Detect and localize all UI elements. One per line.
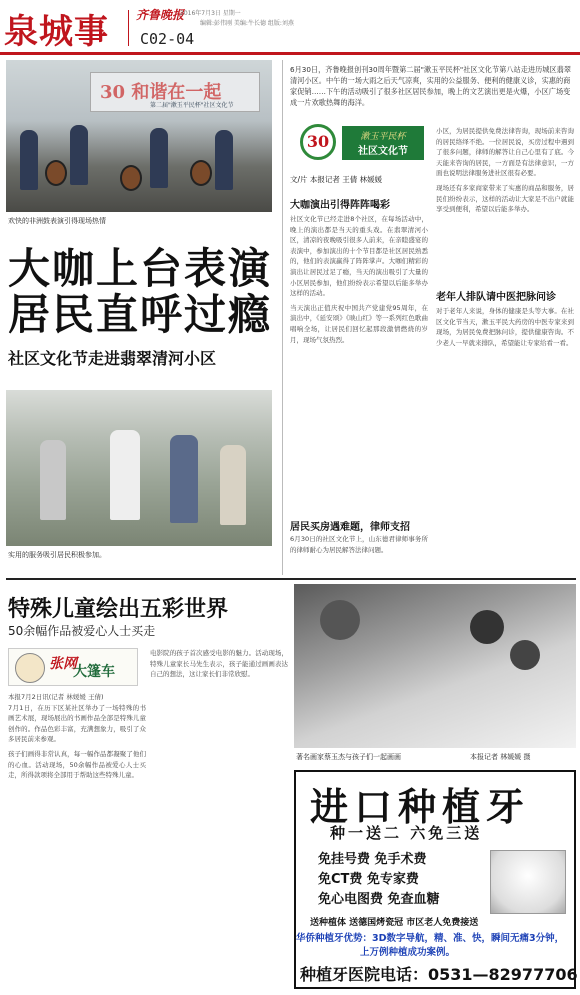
second-story-text-2: 电影院的孩子首次感受电影的魅力。活动现场，特殊儿童家长马先生表示，孩子能通过画画表达自己的想法，这让家长们非常欣慰。: [150, 649, 288, 679]
section-title-1: 大咖演出引得阵阵喝彩: [290, 200, 390, 211]
drum: [120, 165, 142, 191]
byline: 文/片 本报记者 王倩 林媛媛: [290, 175, 383, 184]
photo1-caption: 欢快的非洲鼓表演引得现场热情: [8, 217, 106, 225]
festival-logo: [342, 126, 424, 160]
main-headline-line2: 居民直呼过瘾: [8, 290, 273, 339]
ad-title: 进口种植牙: [310, 784, 531, 829]
column-logo-title: 大篷车: [73, 664, 115, 680]
right-column-paragraph-2: 现场还有多家商家带来了实惠的商品和服务，居民们纷纷表示，这样的活动让大家足不出户就能享受到便利，希望以后能多举办。: [436, 183, 574, 214]
paper-logo: 齐鲁晚报: [136, 8, 185, 22]
ad-line-2: 免CT费 免专家费: [318, 872, 419, 887]
performer-figure: [150, 128, 168, 188]
section-1-paragraph: 社区文化节已经走进8个社区，在每场活动中，晚上的演出都是当天的重头戏。在翡翠清河小区，清凉的夜晚吸引很多人前来，在亲睦盛宴的表演中，参加演出的十个节目都是社区居民熟悉的，他们的表演赢得了阵阵掌声。大咖们精彩的演出让居民过足了瘾，当天的演出吸引了大量的小区居民参加，他们纷纷表示希望以后能多举办这样的活动。: [290, 215, 428, 298]
main-subhead: 社区文化节走进翡翠清河小区: [8, 349, 217, 368]
right-column-paragraph: 小区，为居民提供免费法律咨询，现场前来咨询的居民络绎不绝。一位居民说，买房过程中遇到了很多问题，律师的解答让自己心里有了底。今天能来咨询的居民，一方面是有法律意识，一方面也说明法律服务进社区很有必要。: [436, 127, 574, 178]
intro-lead: 6月30日，齐鲁晚报创刊30周年暨第二届"漱玉平民杯"社区文化节第八站走进历城区翡翠清河小区。中午的一场大雨之后天气凉爽，实用的公益服务、便利的健康义诊，实惠的商家促销……下午的活动吸引了很多社区居民参加，晚上的文艺演出更是火爆，小区广场变成一片欢歌热舞的海洋。: [290, 65, 572, 107]
photo-banner-small: 第二届"漱玉平民杯"社区文化节: [150, 102, 234, 109]
ad-phone: 种植牙医院电话：0531—82977706: [300, 965, 578, 984]
implant-tooth-image: [490, 850, 566, 914]
ad-blue-line-2: 上万例种植成功案例。: [360, 947, 456, 958]
masthead-rule: [0, 52, 580, 55]
column-logo: [8, 648, 138, 686]
section-2-text: 6月30日的社区文化节上，山东德君律师事务所的律师耐心为居民解答法律问题。: [290, 535, 428, 554]
column-logo-name: 张网: [49, 656, 77, 672]
date-line: 2016年7月3日 星期一: [180, 10, 241, 17]
ad-subtitle: 种一送二 六免三送: [330, 824, 483, 842]
section-3-text: 对于老年人来说，身体的健康是头等大事。在社区文化节当天，漱玉平民大药房的中医专家来到现场，为居民免费把脉问诊，提供健康咨询。不少老人一早就来排队，希望能让专家给看一看。: [436, 307, 574, 347]
right-column-text: [436, 126, 574, 276]
masthead-divider: [128, 10, 129, 46]
ad-small-line: 送种植体 送德国烤瓷冠 市区老人免费接送: [310, 918, 479, 928]
column-logo-avatar: [15, 653, 45, 683]
main-headline: [8, 246, 272, 338]
page-code: C02-04: [140, 30, 195, 48]
column-rule: [282, 60, 283, 575]
photo2-caption: 实用的服务吸引居民积极参加。: [8, 551, 106, 559]
painter-head: [320, 600, 360, 640]
ad-blue-line-1: 华侨种植牙优势：3D数字导航，精、准、快，瞬间无痛3分钟，: [296, 933, 565, 944]
photo-banner-text: 30 和谐在一起: [100, 82, 222, 103]
resident-figure: [170, 435, 198, 523]
ad-line-1: 免挂号费 免手术费: [318, 852, 427, 867]
second-subhead: 50余幅作品被爱心人士买走: [8, 624, 156, 638]
performer-figure: [70, 125, 88, 185]
performer-figure: [215, 130, 233, 190]
festival-logo-line2: 社区文化节: [358, 146, 408, 157]
section-1-text: [290, 214, 428, 512]
festival-logo-line1: 漱玉平民杯: [360, 132, 406, 142]
photo3-credit: 本报记者 林媛媛 摄: [470, 753, 531, 761]
editor-line: 编辑:彭伟刚 美编:牛长德 组版:刘燕: [200, 20, 294, 27]
drum: [190, 160, 212, 186]
ad-line-3: 免心电图费 免查血糖: [318, 892, 440, 907]
performer-figure: [20, 130, 38, 190]
second-story-paragraph: 7月1日，在历下区某社区举办了一场特殊的书画艺术展，现场展出的书画作品全部是特殊儿童创作的。作品色彩丰富，充满想象力，吸引了众多居民前来参观。: [8, 703, 146, 744]
child-head: [470, 610, 504, 644]
resident-figure: [110, 430, 140, 520]
section-title-2: 居民买房遇难题，律师支招: [290, 522, 410, 533]
second-story-paragraph-2: 孩子们画得非常认真，每一幅作品都凝聚了他们的心血。活动现场，50余幅作品被爱心人士买走，所得款项将全部用于帮助这些特殊儿童。: [8, 749, 146, 780]
main-headline-line1: 大咖上台表演: [8, 244, 273, 293]
second-story-text-1: [8, 692, 146, 988]
anniversary-logo: 30: [300, 124, 336, 160]
child-head: [510, 640, 540, 670]
second-headline: 特殊儿童绘出五彩世界: [8, 596, 229, 622]
story-divider: [6, 578, 576, 580]
section-title-3: 老年人排队请中医把脉问诊: [436, 292, 556, 303]
section-1-paragraph-2: 当天演出正值庆祝中国共产党建党95周年，在演出中，《延安颂》《映山红》等一系列红色歌曲唱响全场，让居民们回忆起那段激情燃烧的岁月，现场气氛热烈。: [290, 303, 428, 344]
section-title: 泉城事: [4, 12, 109, 52]
resident-figure: [220, 445, 246, 525]
photo3-caption: 著名画家蔡玉杰与孩子们一起画画: [296, 753, 401, 761]
drum: [45, 160, 67, 186]
resident-figure: [40, 440, 66, 520]
second-story-byline: 本报7月2日讯(记者 林媛媛 王倩): [8, 693, 104, 701]
